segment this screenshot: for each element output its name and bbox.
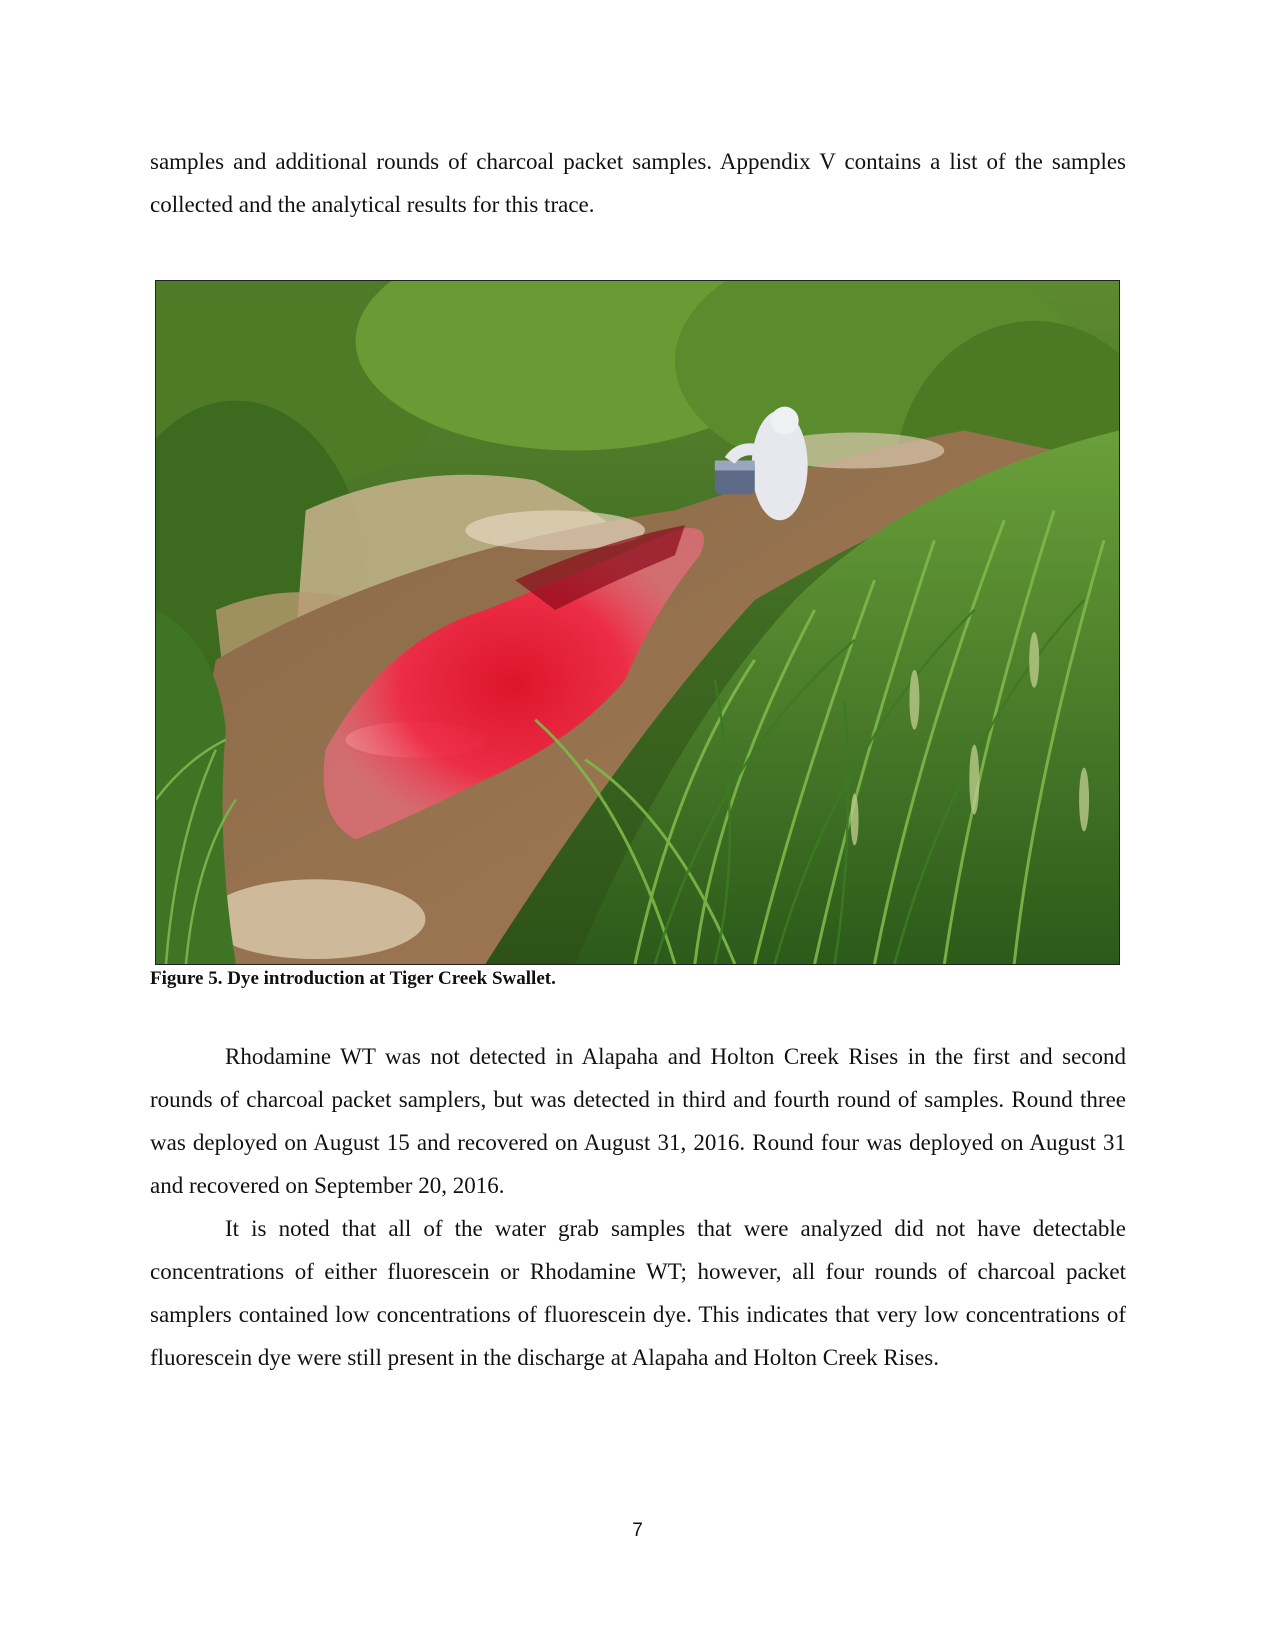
figure-photo [155,280,1120,965]
intro-paragraph: samples and additional rounds of charcoal packet samples. Appendix V contains a list of the samples collected and the analytical results for this trace. [150,149,1126,217]
page-number: 7 [632,1520,643,1541]
rhodamine-paragraph: Rhodamine WT was not detected in Alapaha and Holton Creek Rises in the first and second rounds of charcoal packet samplers, but was detected in third and fourth round of samples. Round three was deployed on August 15 and recovered on August 31, 2016. Round four was deployed on August 31 and recovered on September 20, 2016. [150,1044,1126,1198]
fluorescein-paragraph: It is noted that all of the water grab samples that were analyzed did not have detectable concentrations of either fluorescein or Rhodamine WT; however, all four rounds of charcoal packet samplers contained low concentrations of fluorescein dye. This indicates that very low concentrations of fluorescein dye were still present in the discharge at Alapaha and Holton Creek Rises. [150,1216,1126,1370]
figure-caption: Figure 5. Dye introduction at Tiger Creek Swallet. [150,968,556,989]
creek-dye-photo [156,281,1119,964]
